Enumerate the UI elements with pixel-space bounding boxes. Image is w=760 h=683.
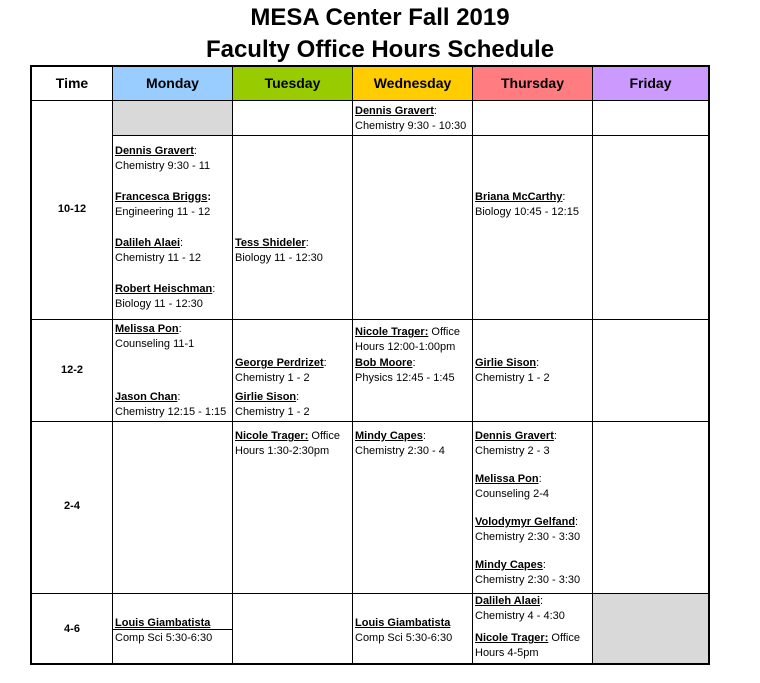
header-tuesday: Tuesday bbox=[233, 66, 352, 100]
schedule-entry: Girlie Sison: Chemistry 1 - 2 bbox=[475, 357, 550, 384]
time-slot-4-6: 4-6 bbox=[64, 623, 80, 635]
time-slot-12-2: 12-2 bbox=[60, 364, 84, 376]
schedule-entry: Melissa Pon: Counseling 11-1 bbox=[115, 323, 195, 350]
schedule-entry: Louis Giambatista Comp Sci 5:30-6:30 bbox=[355, 617, 453, 644]
schedule-entry: Dennis Gravert: Chemistry 2 - 3 bbox=[475, 430, 557, 457]
schedule-entry: Francesca Briggs: Engineering 11 - 12 bbox=[115, 191, 211, 218]
schedule-entry: Dalileh Alaei: Chemistry 11 - 12 bbox=[115, 237, 201, 264]
header-thursday: Thursday bbox=[473, 66, 592, 100]
header-wednesday: Wednesday bbox=[353, 66, 472, 100]
schedule-entry: Mindy Capes: Chemistry 2:30 - 4 bbox=[355, 430, 445, 457]
header-monday: Monday bbox=[113, 66, 232, 100]
header-time: Time bbox=[32, 66, 112, 100]
schedule-entry: Bob Moore: Physics 12:45 - 1:45 bbox=[355, 357, 455, 384]
schedule-entry: Volodymyr Gelfand: Chemistry 2:30 - 3:30 bbox=[475, 516, 581, 543]
schedule-entry: Briana McCarthy: Biology 10:45 - 12:15 bbox=[475, 191, 579, 218]
header-friday: Friday bbox=[593, 66, 708, 100]
schedule-entry: Girlie Sison: Chemistry 1 - 2 bbox=[235, 391, 310, 418]
schedule-entry: Nicole Trager: Office Hours 1:30-2:30pm bbox=[235, 430, 340, 457]
schedule-entry: Nicole Trager: Office Hours 12:00-1:00pm bbox=[355, 326, 460, 353]
schedule-entry: Robert Heischman: Biology 11 - 12:30 bbox=[115, 283, 216, 310]
page-subtitle: Faculty Office Hours Schedule bbox=[205, 36, 555, 63]
schedule-entry: Jason Chan: Chemistry 12:15 - 1:15 bbox=[115, 391, 227, 418]
schedule-entry: Melissa Pon: Counseling 2-4 bbox=[475, 473, 549, 500]
time-slot-10-12: 10-12 bbox=[57, 203, 87, 215]
time-slot-2-4: 2-4 bbox=[64, 500, 80, 512]
schedule-entry: Tess Shideler: Biology 11 - 12:30 bbox=[235, 237, 323, 264]
schedule-entry: Dalileh Alaei: Chemistry 4 - 4:30 bbox=[475, 595, 565, 622]
schedule-entry: Nicole Trager: Office Hours 4-5pm bbox=[475, 632, 580, 659]
schedule-entry: Dennis Gravert: Chemistry 9:30 - 11 bbox=[115, 145, 211, 172]
schedule-entry: Louis Giambatista Comp Sci 5:30-6:30 bbox=[115, 617, 213, 644]
schedule-entry: George Perdrizet: Chemistry 1 - 2 bbox=[235, 357, 327, 384]
page-title: MESA Center Fall 2019 bbox=[250, 4, 510, 31]
schedule-entry: Mindy Capes: Chemistry 2:30 - 3:30 bbox=[475, 559, 581, 586]
schedule-entry: Dennis Gravert: Chemistry 9:30 - 10:30 bbox=[355, 105, 467, 132]
